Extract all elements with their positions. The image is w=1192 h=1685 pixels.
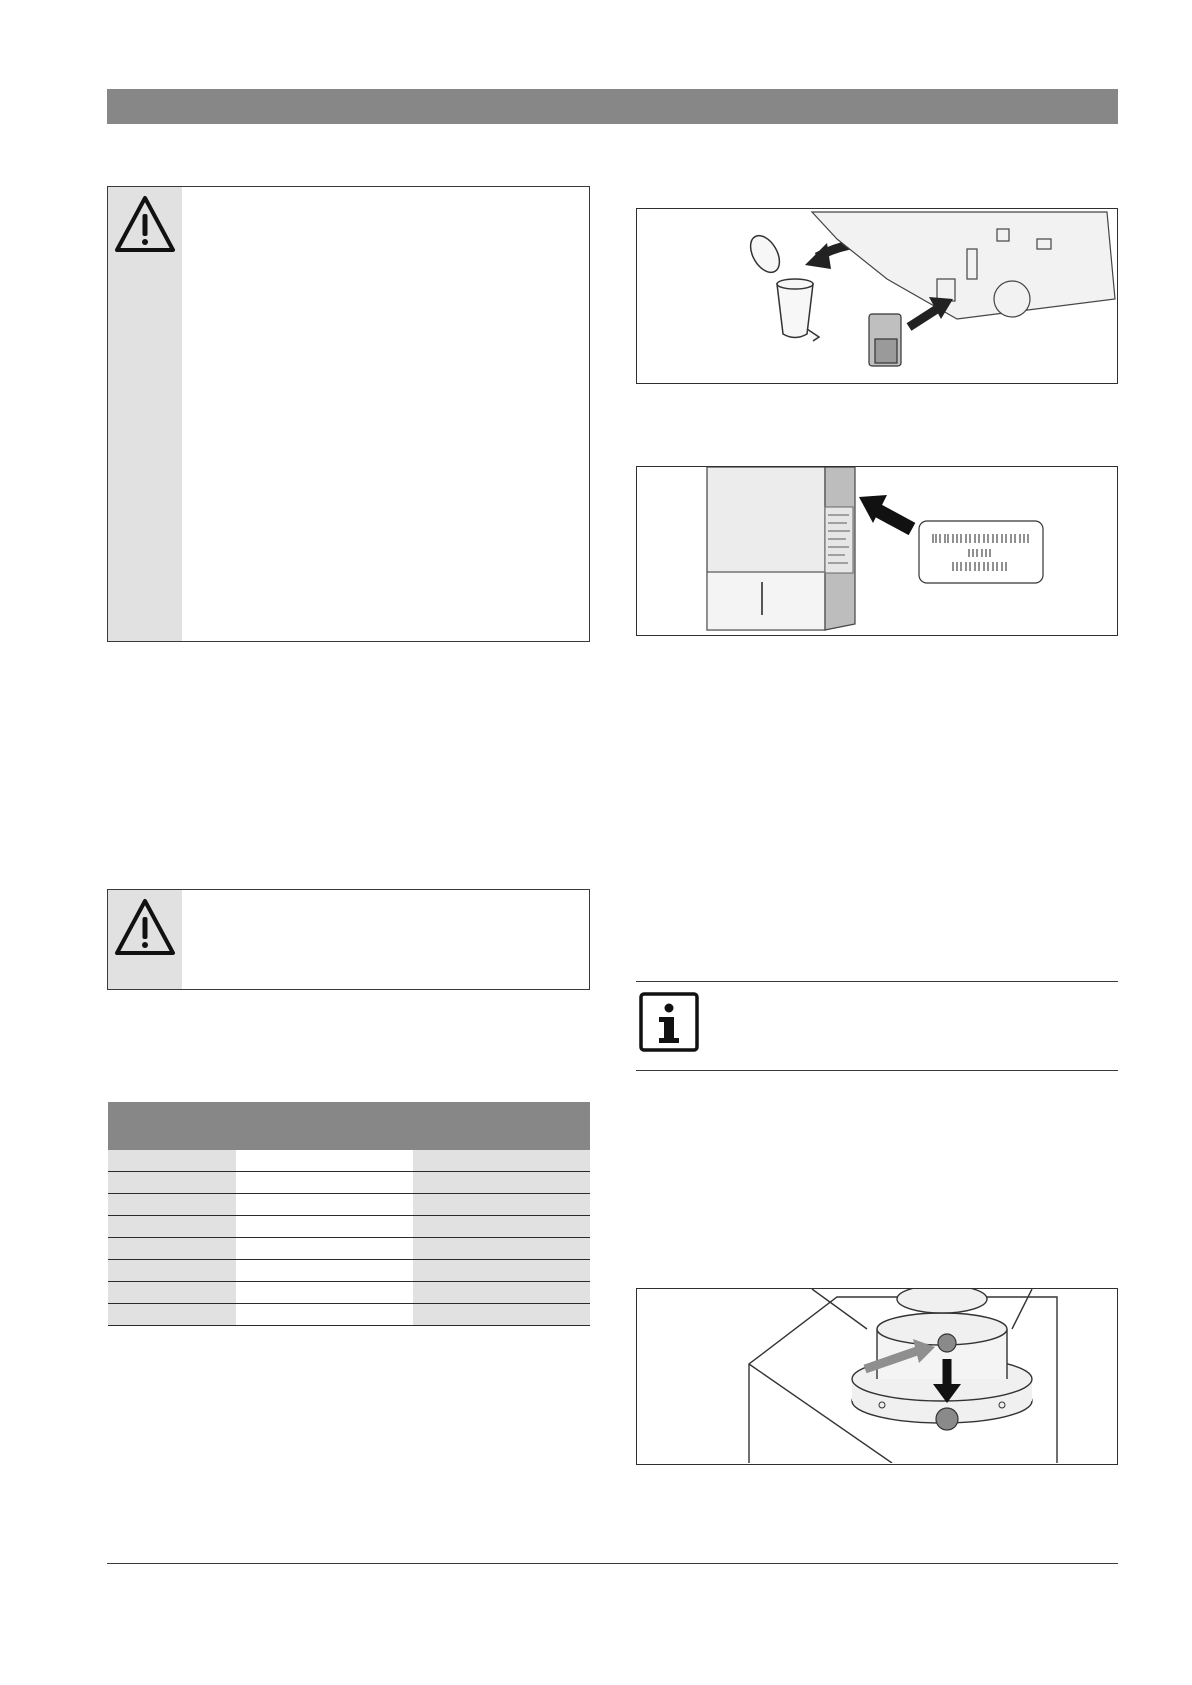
table-cell (108, 1260, 236, 1282)
page-header-bar (107, 89, 1118, 124)
table-cell (108, 1150, 236, 1172)
table-cell (236, 1216, 413, 1238)
table-header-cell (108, 1102, 236, 1150)
module-replacement-figure (636, 208, 1118, 384)
table-cell (413, 1238, 590, 1260)
warning-box-large (107, 186, 590, 642)
table-cell (108, 1304, 236, 1326)
table-cell (108, 1194, 236, 1216)
table-row (108, 1304, 590, 1326)
boiler-data-label-figure (636, 466, 1118, 636)
info-note-bottom-rule (636, 1070, 1118, 1071)
waste-bin-icon (745, 231, 819, 341)
table-row (108, 1238, 590, 1260)
table-cell (413, 1216, 590, 1238)
table-cell (108, 1172, 236, 1194)
table-cell (413, 1282, 590, 1304)
control-board-icon (812, 212, 1115, 319)
table-row (108, 1194, 590, 1216)
data-table (108, 1102, 590, 1326)
table-cell (413, 1194, 590, 1216)
table-row (108, 1150, 590, 1172)
table-header-cell (413, 1102, 590, 1150)
module-replacement-illustration (637, 209, 1116, 382)
table-cell (236, 1194, 413, 1216)
table-header-row (108, 1102, 590, 1150)
table-cell (413, 1304, 590, 1326)
warning-triangle-icon (113, 895, 177, 959)
table-cell (236, 1304, 413, 1326)
code-plug-icon (869, 314, 901, 366)
info-note (636, 982, 1118, 1070)
table-cell (236, 1282, 413, 1304)
warning-strip (108, 187, 182, 641)
table-cell (413, 1172, 590, 1194)
table-cell (236, 1150, 413, 1172)
table-row (108, 1282, 590, 1304)
table-cell (236, 1260, 413, 1282)
table-row (108, 1216, 590, 1238)
barcode-label-icon (919, 521, 1043, 583)
data-table-wrapper (108, 1102, 590, 1326)
warning-triangle-icon (113, 192, 177, 256)
test-point-upper (938, 1334, 956, 1352)
table-cell (108, 1238, 236, 1260)
warning-strip (108, 890, 182, 989)
test-point-lower (936, 1408, 958, 1430)
table-cell (236, 1172, 413, 1194)
table-cell (236, 1238, 413, 1260)
test-point-figure (636, 1288, 1118, 1465)
warning-box-small (107, 889, 590, 990)
info-icon (639, 992, 699, 1052)
table-cell (413, 1150, 590, 1172)
test-point-illustration (637, 1289, 1116, 1463)
table-cell (413, 1260, 590, 1282)
page-footer-rule (107, 1563, 1118, 1564)
table-cell (108, 1282, 236, 1304)
boiler-label-illustration (637, 467, 1116, 634)
table-row (108, 1172, 590, 1194)
table-row (108, 1260, 590, 1282)
table-cell (108, 1216, 236, 1238)
table-header-cell (236, 1102, 413, 1150)
